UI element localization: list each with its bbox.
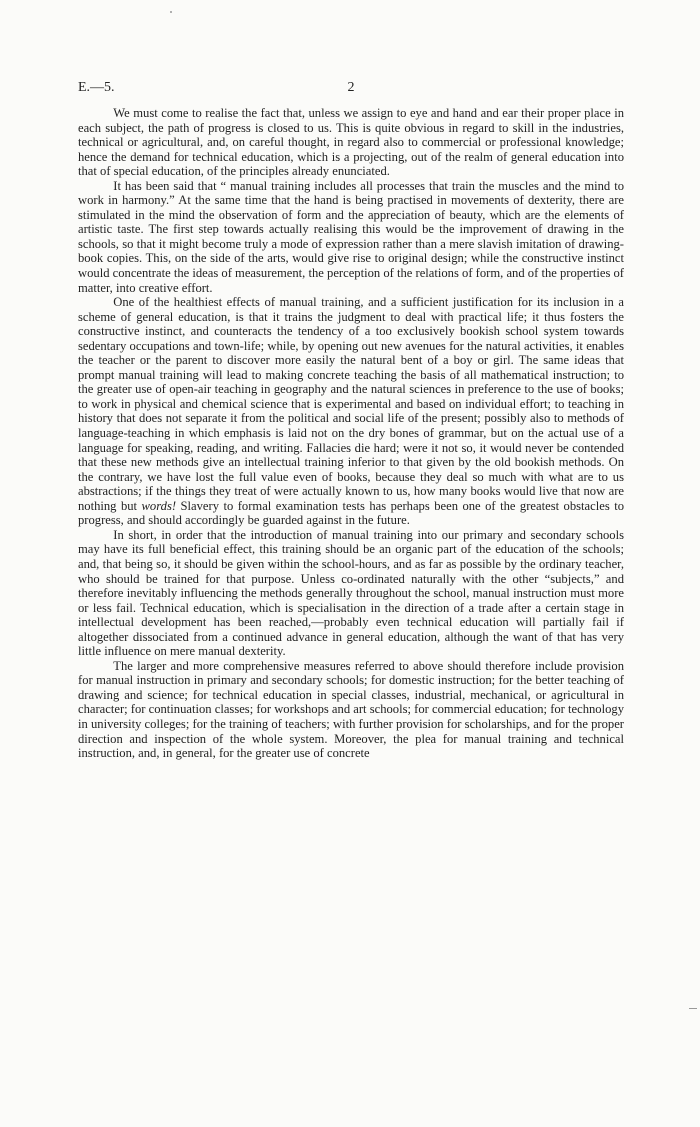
margin-mark [689,1008,697,1009]
emphasis-words: words! [141,498,177,513]
paragraph-in-short: In short, in order that the introduction of manual training into our primary and secondary schools may have its full beneficial effect, this training should be an organic part of the education of the schools; and, that being so, it should be given within the school-hours, and as far as possible by the ordinary teacher, who should be trained for that purpose. Unless co-ordinated naturally with the other “subjects,” and therefore inevitably influencing the methods generally throughout the school, manual instruction must more or less fail. Technical education, which is specialisation in the direction of a trade after a certain stage in intellectual development has been reached,—probably even technical education will partially fail if altogether dissociated from a continued advance in general education, although the want of that has very little influence on mere manual dexterity. [78,527,624,659]
paragraph-comprehensive-measures: The larger and more comprehensive measures referred to above should therefore include provision for manual instruction in primary and secondary schools; for domestic instruction; for the better teaching of drawing and science; for technical education in special classes, industrial, mechanical, or agricultural in character; for continuation classes; for workshops and art schools; for commercial education; for technology in university colleges; for the training of teachers; with further provision for scholarships, and for the proper direction and inspection of the whole system. Moreover, the plea for manual training and technical instruction, and, in general, for the greater use of concrete [78,658,624,761]
paragraph-text-before: One of the healthiest effects of manual training, and a sufficient justification for its inclusion in a scheme of general education, is that it trains the judgment to deal with practical life; it thus fosters the constructive instinct, and counteracts the tendency of a too exclusively bookish school system towards sedentary occupations and town-life; while, by opening out new avenues for the natural activities, it enables the teacher or the parent to discover more easily the natural bent of a boy or girl. The same ideas that prompt manual training will lead to making concrete teaching the basis of all mathematical instruction; to the greater use of open-air teaching in geography and the natural sciences in preference to the use of books; to work in physical and chemical science that is experimental and based on individual effort; to teaching in history that does not separate it from the political and social life of the present; possibly also to methods of language-teaching in which emphasis is laid not on the dry bones of grammar, but on the actual use of a language for speaking, reading, and writing. Fallacies die hard; were it not so, it would never be contended that these new methods give an intellectual training inferior to that given by the old bookish methods. On the contrary, we have lost the full value even of books, because they deal so much with what are to us abstractions; if the things they treat of were actually known to us, how many books would live that now are nothing but [78,295,624,513]
paragraph-eye-and-hand: We must come to realise the fact that, unless we assign to eye and hand and ear their proper place in each subject, the path of progress is closed to us. This is quite obvious in regard to skill in the industries, technical or agricultural, and, on careful thought, in regard also to commercial or professional knowledge; hence the demand for technical education, which is a projecting, out of the realm of general education into that of special education, of the principles already enunciated. [78,106,624,179]
scan-speck [170,11,172,13]
paragraph-healthiest-effects [78,295,624,528]
body-text [78,106,624,761]
page-header [78,80,624,100]
paragraph-manual-training-definition: It has been said that “ manual training includes all processes that train the muscles and the mind to work in harmony.” At the same time that the hand is being practised in movements of dexterity, there are stimulated in the mind the observation of form and the appreciation of beauty, which are the elements of artistic taste. The first step towards actually realising this would be the improvement of drawing in the schools, so that it might become truly a mode of expression rather than a mere slavish imitation of drawing-book copies. This, on the side of the arts, would give rise to original design; while the constructive instinct would concentrate the ideas of measurement, the perception of the relations of form, and of the properties of matter, into creative effort. [78,178,624,295]
document-reference: E.—5. [78,80,115,95]
page-number: 2 [347,80,355,95]
paragraph-text-after: Slavery to formal examination tests has perhaps been one of the greatest obstacles to progress, and should accordingly be guarded against in the future. [78,498,624,528]
